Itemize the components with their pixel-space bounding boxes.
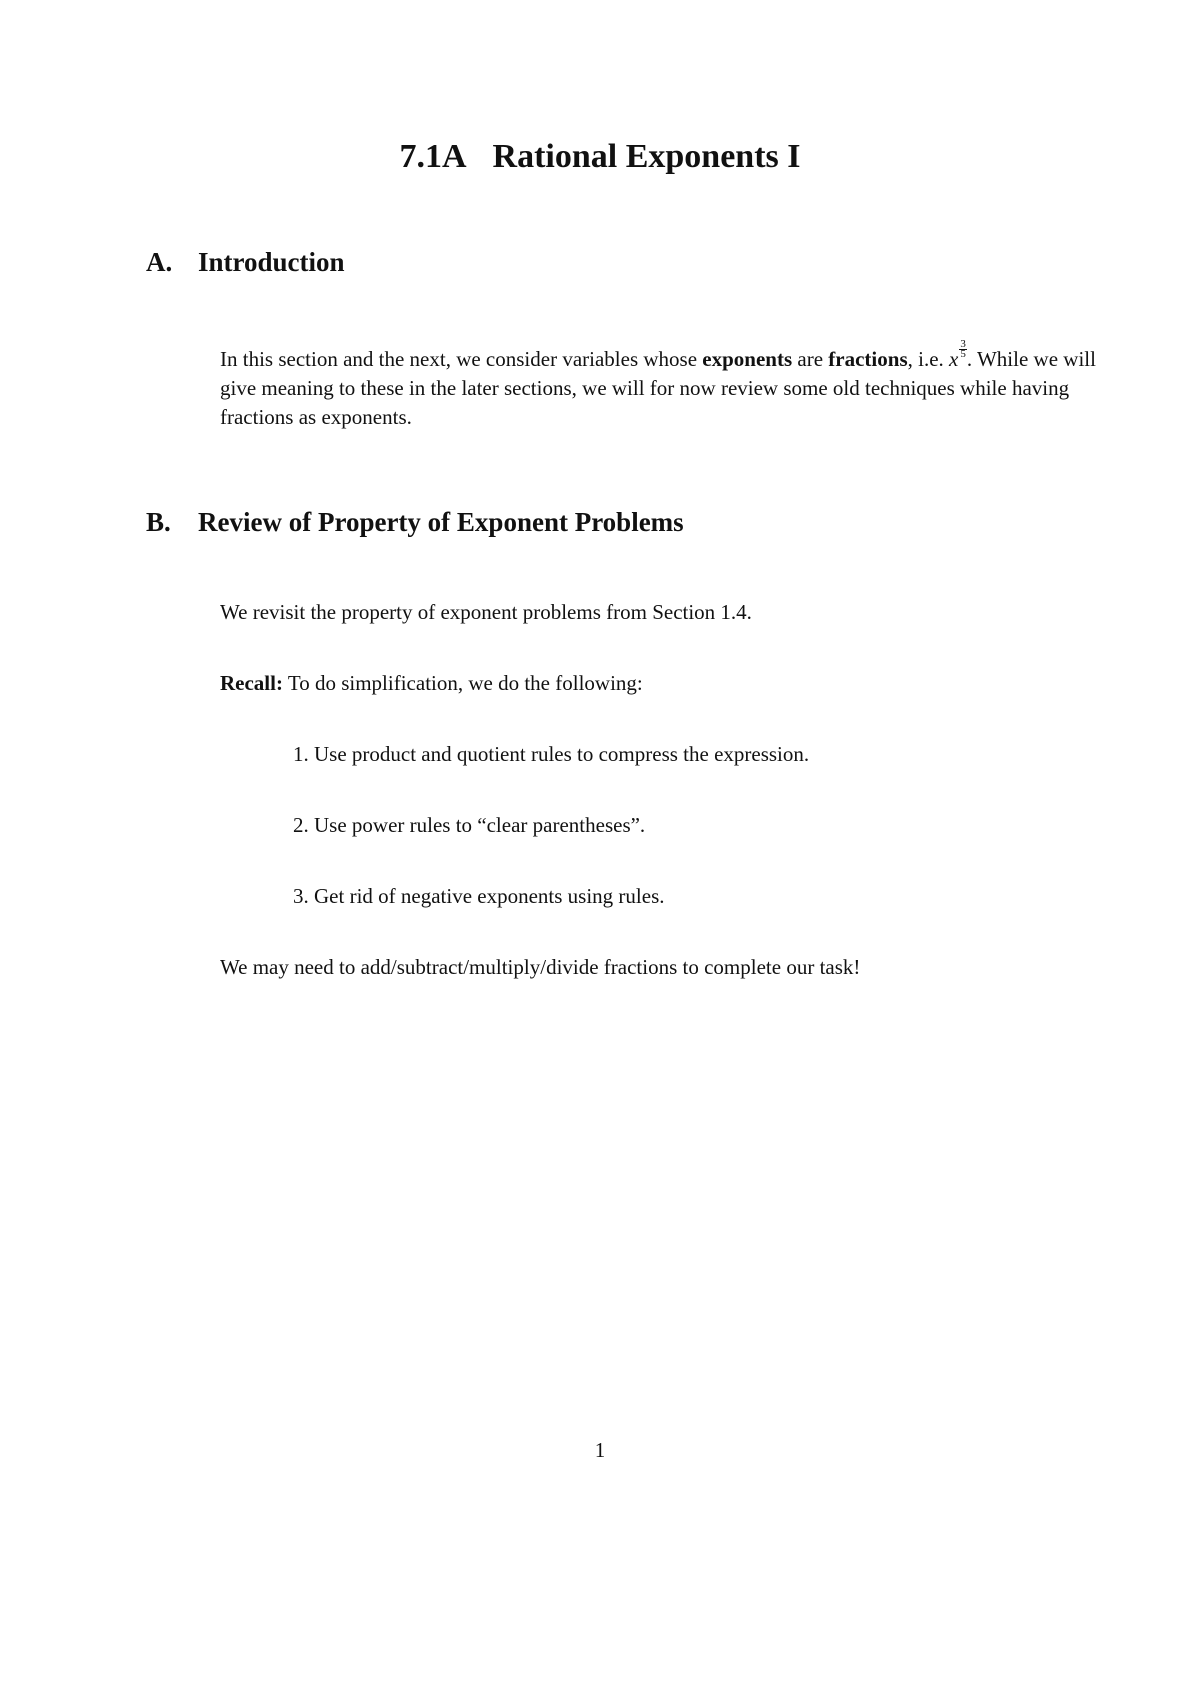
exponent-numerator: 3 bbox=[960, 338, 966, 350]
section-b-letter: B. bbox=[146, 507, 171, 537]
intro-bold-fractions: fractions bbox=[828, 347, 908, 371]
title-text: Rational Exponents I bbox=[492, 138, 801, 175]
document-title bbox=[0, 138, 1200, 176]
recall-label: Recall: bbox=[220, 671, 283, 695]
exponent-denominator: 5 bbox=[960, 348, 966, 360]
title-number: 7.1A bbox=[399, 138, 467, 175]
section-a-letter: A. bbox=[146, 247, 173, 277]
section-b-heading bbox=[146, 507, 684, 538]
introduction-paragraph bbox=[220, 340, 1100, 432]
intro-text-4: . While we will give meaning to these in the later sections, we will for now review some old techniques while having fractions as exponents. bbox=[220, 347, 1096, 429]
recall-text: To do simplification, we do the following: bbox=[282, 671, 643, 695]
recall-sentence bbox=[220, 671, 643, 696]
closing-sentence: We may need to add/subtract/multiply/divide fractions to complete our task! bbox=[220, 955, 861, 979]
step-item: 1. Use product and quotient rules to compress the expression. bbox=[293, 742, 810, 766]
intro-text-3: , i.e. bbox=[907, 347, 950, 371]
intro-bold-exponents: exponents bbox=[702, 347, 793, 371]
step-item: 2. Use power rules to “clear parentheses”. bbox=[293, 813, 646, 837]
intro-text-2: are bbox=[792, 347, 829, 371]
page-number: 1 bbox=[594, 1438, 606, 1462]
revisit-sentence: We revisit the property of exponent problems from Section 1.4. bbox=[220, 600, 752, 624]
math-expression bbox=[949, 338, 967, 371]
step-item: 3. Get rid of negative exponents using rules. bbox=[293, 884, 665, 908]
section-a-heading bbox=[146, 247, 345, 278]
section-a-title: Introduction bbox=[198, 247, 345, 277]
intro-text-1: In this section and the next, we consider variables whose bbox=[220, 347, 703, 371]
section-b-title: Review of Property of Exponent Problems bbox=[198, 507, 684, 537]
math-base: x bbox=[949, 347, 959, 371]
fraction-exponent bbox=[959, 340, 967, 359]
